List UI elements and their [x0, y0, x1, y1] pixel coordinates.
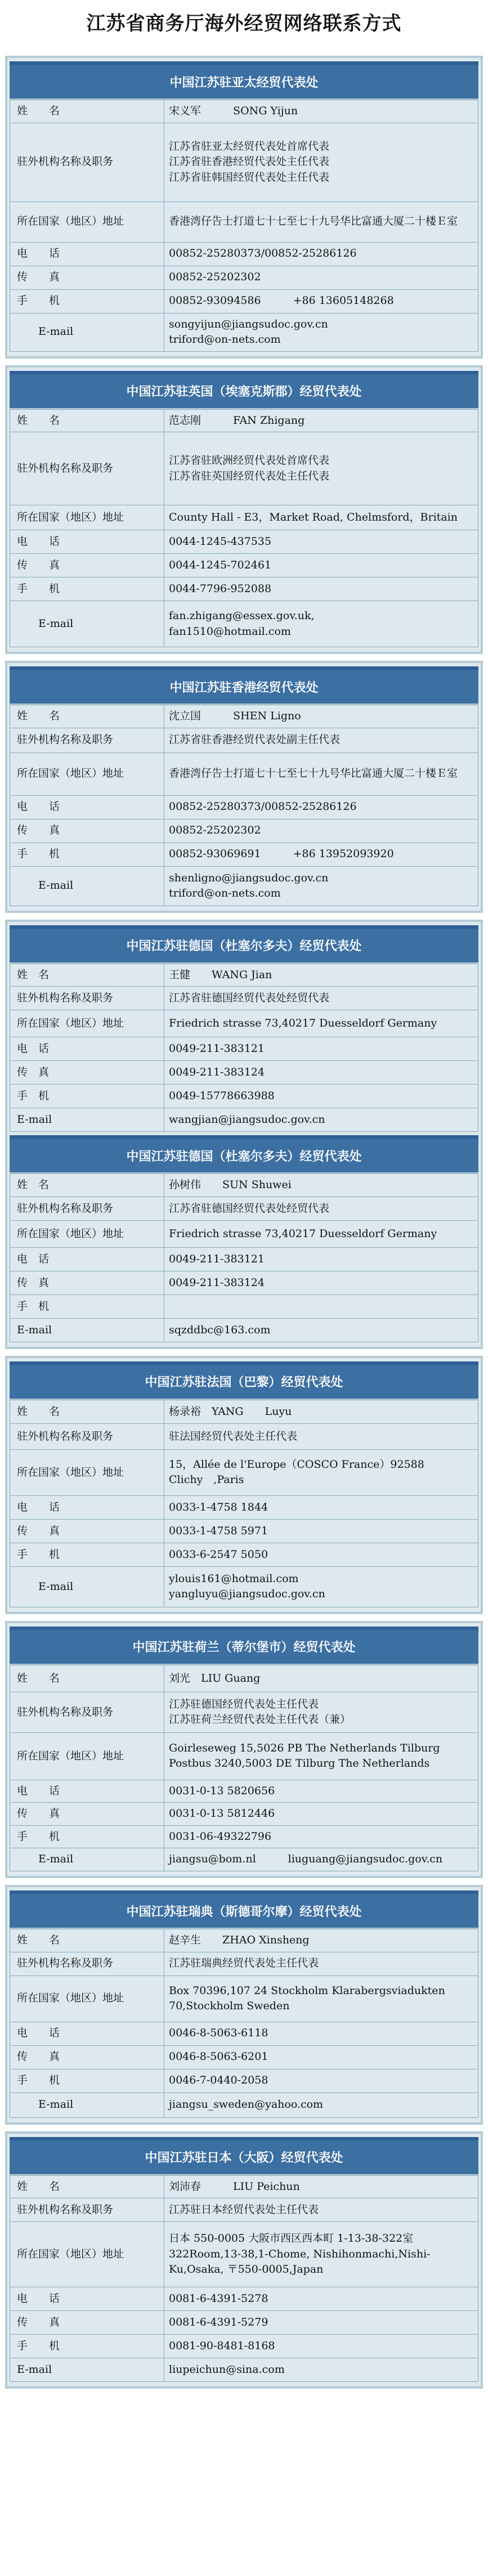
- field-value-line: 江苏省驻英国经贸代表处主任代表: [169, 469, 330, 482]
- field-value: [164, 2287, 478, 2311]
- field-value-line: 0031-0-13 5812446: [169, 1807, 275, 1820]
- contact-row: [10, 289, 478, 313]
- field-label: 姓 名: [10, 1665, 164, 1692]
- field-value-line: sqzddbc@163.com: [169, 1323, 271, 1336]
- field-value: [164, 1197, 478, 1220]
- field-value-line: jiangsu@bom.nl liuguang@jiangsudoc.gov.cn: [169, 1853, 443, 1866]
- field-value-line: 江苏省驻香港经贸代表处主任代表: [169, 155, 330, 168]
- office-block: [5, 1621, 483, 1878]
- field-value-line: 00852-25280373/00852-25286126: [169, 247, 357, 260]
- contact-row: [10, 987, 478, 1010]
- field-value: [164, 843, 478, 866]
- field-value-line: 江苏省驻欧洲经贸代表处首席代表: [169, 454, 330, 467]
- field-value-line: shenligno@jiangsudoc.gov.cn: [169, 871, 329, 884]
- field-value-line: 0033-1-4758 1844: [169, 1500, 268, 1513]
- field-label: 手 机: [10, 1543, 164, 1566]
- field-value-line: 江苏省驻香港经贸代表处副主任代表: [169, 733, 341, 746]
- field-value-line: 江苏驻德国经贸代表处主任代表: [169, 1697, 319, 1710]
- field-value-line: Postbus 3240,5003 DE Tilburg The Netherlands: [169, 1757, 430, 1770]
- field-value: [164, 1566, 478, 1607]
- field-value: [164, 530, 478, 554]
- contact-row: [10, 505, 478, 530]
- office-block: [5, 661, 483, 913]
- field-label: 电 话: [10, 795, 164, 819]
- field-value: [164, 2335, 478, 2358]
- contact-table: [10, 409, 478, 648]
- field-value: [164, 2222, 478, 2287]
- field-label: 所在国家（地区）地址: [10, 1010, 164, 1037]
- field-value: [164, 601, 478, 647]
- contact-row: [10, 1037, 478, 1061]
- field-value-line: 0033-6-2547 5050: [169, 1548, 268, 1561]
- contact-row: [10, 1271, 478, 1294]
- office-title: 中国江苏驻德国（杜塞尔多夫）经贸代表处: [10, 1135, 478, 1173]
- contact-row: [10, 866, 478, 906]
- field-value: [164, 1692, 478, 1732]
- field-value-line: 孙树伟 SUN Shuwei: [169, 1179, 292, 1191]
- field-value-line: Box 70396,107 24 Stockholm Klarabergsviadukten 70,Stockholm Sweden: [169, 1984, 445, 2013]
- contact-row: [10, 795, 478, 819]
- field-value: [164, 2198, 478, 2222]
- office-block: [5, 920, 483, 1349]
- office-title: 中国江苏驻亚太经贸代表处: [10, 61, 478, 100]
- field-label: 电 话: [10, 1780, 164, 1803]
- field-value-line: 江苏省驻德国经贸代表处经贸代表: [169, 992, 330, 1004]
- field-value-line: 0049-211-383121: [169, 1252, 265, 1265]
- contact-row: [10, 1929, 478, 1952]
- field-value-line: 香港湾仔告士打道七十七至七十九号华比富通大厦二十楼Ｅ室: [169, 767, 458, 780]
- field-value: [164, 2175, 478, 2198]
- contact-row: [10, 1495, 478, 1519]
- contact-row: [10, 201, 478, 242]
- field-value-line: 0044-7796-952088: [169, 582, 272, 595]
- field-value: [164, 1037, 478, 1061]
- field-label: 姓 名: [10, 1400, 164, 1423]
- contact-row: [10, 2311, 478, 2335]
- field-label: 姓 名: [10, 409, 164, 432]
- contact-row: [10, 2045, 478, 2069]
- field-value-line: triford@on-nets.com: [169, 887, 281, 900]
- field-value-line: 杨录裕 YANG Luyu: [169, 1405, 292, 1418]
- office-block: [5, 56, 483, 359]
- field-label: 驻外机构名称及职务: [10, 728, 164, 752]
- contact-row: [10, 2358, 478, 2382]
- contact-row: [10, 1519, 478, 1543]
- office-block: [5, 1885, 483, 2125]
- field-value-line: 0046-8-5063-6201: [169, 2050, 268, 2063]
- field-value-line: Friedrich strasse 73,40217 Duesseldorf Germany: [169, 1017, 437, 1029]
- field-value-line: 驻法国经贸代表处主任代表: [169, 1430, 298, 1442]
- contact-row: [10, 1061, 478, 1085]
- contact-row: [10, 1952, 478, 1975]
- field-value-line: 00852-25202302: [169, 824, 261, 837]
- field-value-line: 0044-1245-702461: [169, 558, 272, 571]
- office-block: [5, 2131, 483, 2389]
- field-value-line: 00852-25202302: [169, 271, 261, 284]
- field-value: [164, 201, 478, 242]
- field-label: E-mail: [10, 1318, 164, 1342]
- contact-row: [10, 1780, 478, 1803]
- field-value-line: 0049-211-383121: [169, 1042, 265, 1055]
- field-label: E-mail: [10, 601, 164, 647]
- field-value: [164, 1495, 478, 1519]
- contact-row: [10, 1220, 478, 1247]
- contact-row: [10, 100, 478, 123]
- field-label: 姓 名: [10, 2175, 164, 2198]
- field-label: 电 话: [10, 1495, 164, 1519]
- field-value: [164, 1543, 478, 1566]
- field-value-line: 0046-8-5063-6118: [169, 2027, 268, 2040]
- field-value: [164, 505, 478, 530]
- field-label: 所在国家（地区）地址: [10, 505, 164, 530]
- contact-row: [10, 554, 478, 577]
- contact-row: [10, 2022, 478, 2045]
- field-label: 姓 名: [10, 100, 164, 123]
- field-value: [164, 1271, 478, 1294]
- field-value: [164, 1294, 478, 1318]
- field-value: [164, 1848, 478, 1871]
- field-value: [164, 1975, 478, 2022]
- field-value-line: County Hall - E3，Market Road, Chelmsford，Britain: [169, 510, 458, 523]
- field-value: [164, 100, 478, 123]
- field-value-line: 宋义军 SONG Yijun: [169, 105, 298, 117]
- contact-row: [10, 1665, 478, 1692]
- field-value-line: 0033-1-4758 5971: [169, 1524, 268, 1537]
- contact-row: [10, 1174, 478, 1197]
- contact-row: [10, 123, 478, 201]
- field-label: 姓 名: [10, 1174, 164, 1197]
- contact-row: [10, 2335, 478, 2358]
- field-label: 电 话: [10, 1247, 164, 1271]
- field-value-line: Goirleseweg 15,5026 PB The Netherlands Tilburg: [169, 1741, 440, 1754]
- field-value-line: yangluyu@jiangsudoc.gov.cn: [169, 1588, 325, 1601]
- contact-row: [10, 432, 478, 505]
- contact-table: [10, 2175, 478, 2382]
- field-value-line: 0046-7-0440-2058: [169, 2074, 268, 2087]
- field-label: 姓 名: [10, 1929, 164, 1952]
- contact-row: [10, 1423, 478, 1449]
- field-label: 传 真: [10, 2311, 164, 2335]
- contact-row: [10, 313, 478, 351]
- field-value-line: Friedrich strasse 73,40217 Duesseldorf Germany: [169, 1227, 437, 1240]
- field-label: 手 机: [10, 2069, 164, 2093]
- field-value: [164, 2069, 478, 2093]
- field-value-line: 刘沛春 LIU Peichun: [169, 2180, 300, 2193]
- field-value-line: 00852-93069691 +86 13952093920: [169, 848, 394, 861]
- field-value: [164, 752, 478, 795]
- field-value-line: jiangsu_sweden@yahoo.com: [169, 2098, 324, 2111]
- field-value: [164, 728, 478, 752]
- office-title: 中国江苏驻香港经贸代表处: [10, 666, 478, 705]
- contact-row: [10, 1543, 478, 1566]
- field-label: E-mail: [10, 313, 164, 351]
- office-title: 中国江苏驻德国（杜塞尔多夫）经贸代表处: [10, 925, 478, 964]
- field-label: 所在国家（地区）地址: [10, 201, 164, 242]
- field-value: [164, 1519, 478, 1543]
- field-value: [164, 123, 478, 201]
- field-value: [164, 577, 478, 601]
- office-list: [0, 56, 488, 2389]
- field-label: 所在国家（地区）地址: [10, 752, 164, 795]
- field-value-line: songyijun@jiangsudoc.gov.cn: [169, 317, 328, 330]
- contact-row: [10, 1318, 478, 1342]
- field-value: [164, 1400, 478, 1423]
- field-value: [164, 1085, 478, 1108]
- field-label: 驻外机构名称及职务: [10, 123, 164, 201]
- field-value: [164, 2311, 478, 2335]
- field-value: [164, 795, 478, 819]
- field-label: 驻外机构名称及职务: [10, 987, 164, 1010]
- field-value: [164, 1010, 478, 1037]
- field-value: [164, 1780, 478, 1803]
- field-value-line: 00852-25280373/00852-25286126: [169, 800, 357, 813]
- field-value: [164, 1449, 478, 1495]
- field-value: [164, 2358, 478, 2382]
- office-title: 中国江苏驻日本（大阪）经贸代表处: [10, 2137, 478, 2175]
- field-value-line: 江苏省驻德国经贸代表处经贸代表: [169, 1202, 330, 1215]
- office-title: 中国江苏驻法国（巴黎）经贸代表处: [10, 1361, 478, 1400]
- contact-row: [10, 1197, 478, 1220]
- contact-row: [10, 1010, 478, 1037]
- field-value-line: 0044-1245-437535: [169, 535, 272, 548]
- field-label: E-mail: [10, 1108, 164, 1132]
- contact-row: [10, 1732, 478, 1780]
- contact-row: [10, 530, 478, 554]
- field-value-line: 江苏省驻亚太经贸代表处首席代表: [169, 140, 330, 153]
- field-label: 传 真: [10, 819, 164, 843]
- field-label: 电 话: [10, 2287, 164, 2311]
- field-value: [164, 313, 478, 351]
- field-label: 驻外机构名称及职务: [10, 2198, 164, 2222]
- field-label: 传 真: [10, 1803, 164, 1826]
- contact-table: [10, 1665, 478, 1871]
- contact-row: [10, 752, 478, 795]
- field-value-line: 0031-0-13 5820656: [169, 1784, 275, 1797]
- field-label: 手 机: [10, 2335, 164, 2358]
- contact-row: [10, 964, 478, 987]
- field-value: [164, 1423, 478, 1449]
- field-label: E-mail: [10, 1848, 164, 1871]
- field-value-line: 00852-93094586 +86 13605148268: [169, 294, 394, 307]
- contact-row: [10, 2175, 478, 2198]
- field-label: E-mail: [10, 866, 164, 906]
- page-title: 江苏省商务厅海外经贸网络联系方式: [86, 12, 402, 35]
- contact-row: [10, 242, 478, 266]
- field-value: [164, 964, 478, 987]
- contact-row: [10, 2069, 478, 2093]
- field-value: [164, 1061, 478, 1085]
- field-value-line: 0049-211-383124: [169, 1276, 265, 1289]
- field-label: 传 真: [10, 266, 164, 289]
- field-label: 电 话: [10, 2022, 164, 2045]
- contact-row: [10, 1692, 478, 1732]
- field-value: [164, 409, 478, 432]
- field-value: [164, 2022, 478, 2045]
- field-label: 驻外机构名称及职务: [10, 1197, 164, 1220]
- field-value: [164, 2093, 478, 2117]
- field-label: 驻外机构名称及职务: [10, 1692, 164, 1732]
- field-value-line: 15，Allée de l'Europe（COSCO France）92588 Clichy ,Paris: [169, 1458, 424, 1486]
- field-value: [164, 2045, 478, 2069]
- field-label: 传 真: [10, 1519, 164, 1543]
- contact-table: [10, 1173, 478, 1342]
- field-label: 所在国家（地区）地址: [10, 1975, 164, 2022]
- field-label: 电 话: [10, 1037, 164, 1061]
- field-value-line: 江苏驻荷兰经贸代表处主任代表（兼）: [169, 1713, 351, 1726]
- field-value: [164, 1929, 478, 1952]
- field-label: E-mail: [10, 1566, 164, 1607]
- field-value-line: 范志刚 FAN Zhigang: [169, 414, 305, 427]
- field-value: [164, 1174, 478, 1197]
- field-value: [164, 1732, 478, 1780]
- field-value: [164, 1803, 478, 1826]
- field-label: E-mail: [10, 2093, 164, 2117]
- field-value-line: 王健 WANG Jian: [169, 968, 272, 981]
- field-label: 手 机: [10, 1294, 164, 1318]
- field-value-line: liupeichun@sina.com: [169, 2363, 285, 2376]
- field-value-line: 0031-06-49322796: [169, 1830, 272, 1843]
- field-value-line: 0081-90-8481-8168: [169, 2339, 275, 2352]
- field-value: [164, 987, 478, 1010]
- contact-row: [10, 1108, 478, 1132]
- field-label: 传 真: [10, 2045, 164, 2069]
- contact-row: [10, 728, 478, 752]
- field-value: [164, 1665, 478, 1692]
- contact-row: [10, 1294, 478, 1318]
- field-value: [164, 1247, 478, 1271]
- contact-row: [10, 577, 478, 601]
- contact-row: [10, 1400, 478, 1423]
- field-label: 手 机: [10, 289, 164, 313]
- field-value: [164, 432, 478, 505]
- contact-row: [10, 1085, 478, 1108]
- field-label: 姓 名: [10, 964, 164, 987]
- field-label: 驻外机构名称及职务: [10, 432, 164, 505]
- contact-row: [10, 1247, 478, 1271]
- field-value-line: 江苏省驻韩国经贸代表处主任代表: [169, 171, 330, 183]
- field-label: 传 真: [10, 1061, 164, 1085]
- field-value-line: fan.zhigang@essex.gov.uk,: [169, 610, 315, 622]
- field-label: 所在国家（地区）地址: [10, 2222, 164, 2287]
- field-label: 手 机: [10, 1085, 164, 1108]
- field-label: 手 机: [10, 843, 164, 866]
- field-label: 传 真: [10, 1271, 164, 1294]
- field-value: [164, 1318, 478, 1342]
- contact-table: [10, 964, 478, 1132]
- contact-row: [10, 1848, 478, 1871]
- contact-row: [10, 1803, 478, 1826]
- field-value: [164, 1825, 478, 1848]
- field-label: 驻外机构名称及职务: [10, 1952, 164, 1975]
- contact-row: [10, 1825, 478, 1848]
- field-value-line: triford@on-nets.com: [169, 333, 281, 346]
- field-label: 手 机: [10, 577, 164, 601]
- field-value: [164, 266, 478, 289]
- contact-row: [10, 266, 478, 289]
- office-title: 中国江苏驻荷兰（蒂尔堡市）经贸代表处: [10, 1627, 478, 1665]
- contact-row: [10, 705, 478, 728]
- office-title: 中国江苏驻英国（埃塞克斯郡）经贸代表处: [10, 371, 478, 409]
- field-value-line: 香港湾仔告士打道七十七至七十九号华比富通大厦二十楼Ｅ室: [169, 215, 458, 228]
- contact-row: [10, 2222, 478, 2287]
- field-value-line: 0081-6-4391-5279: [169, 2315, 268, 2328]
- field-value: [164, 289, 478, 313]
- field-value-line: 日本 550-0005 大阪市西区西本町 1-13-38-322室 322Room,13-38,1-Chome, Nishihonmachi,Nishi-Ku,Osaka, 〒550-0005,Japan: [169, 2232, 431, 2276]
- field-label: E-mail: [10, 2358, 164, 2382]
- field-value: [164, 705, 478, 728]
- field-label: 电 话: [10, 530, 164, 554]
- contact-row: [10, 819, 478, 843]
- field-label: 姓 名: [10, 705, 164, 728]
- field-value-line: ylouis161@hotmail.com: [169, 1572, 299, 1585]
- field-label: 手 机: [10, 1825, 164, 1848]
- field-label: 所在国家（地区）地址: [10, 1732, 164, 1780]
- field-value-line: wangjian@jiangsudoc.gov.cn: [169, 1113, 325, 1126]
- field-value: [164, 242, 478, 266]
- contact-row: [10, 2287, 478, 2311]
- office-title: 中国江苏驻瑞典（斯德哥尔摩）经贸代表处: [10, 1890, 478, 1929]
- field-value: [164, 1108, 478, 1132]
- contact-row: [10, 409, 478, 432]
- contact-row: [10, 1566, 478, 1607]
- contact-table: [10, 1400, 478, 1607]
- contact-row: [10, 1975, 478, 2022]
- field-label: 所在国家（地区）地址: [10, 1220, 164, 1247]
- field-value-line: 刘光 LIU Guang: [169, 1672, 261, 1685]
- field-label: 传 真: [10, 554, 164, 577]
- contact-row: [10, 2198, 478, 2222]
- field-label: 驻外机构名称及职务: [10, 1423, 164, 1449]
- field-label: 电 话: [10, 242, 164, 266]
- field-value-line: 0081-6-4391-5278: [169, 2292, 268, 2305]
- field-value: [164, 866, 478, 906]
- contact-row: [10, 2093, 478, 2117]
- contact-table: [10, 100, 478, 352]
- field-label: 所在国家（地区）地址: [10, 1449, 164, 1495]
- contact-row: [10, 843, 478, 866]
- office-block: [5, 365, 483, 655]
- contact-table: [10, 705, 478, 906]
- field-value-line: 0049-15778663988: [169, 1090, 275, 1102]
- field-value-line: 沈立国 SHEN Ligno: [169, 710, 301, 723]
- field-value-line: 赵辛生 ZHAO Xinsheng: [169, 1934, 310, 1947]
- contact-row: [10, 601, 478, 647]
- field-value-line: 江苏驻瑞典经贸代表处主任代表: [169, 1957, 319, 1970]
- field-value-line: 江苏驻日本经贸代表处主任代表: [169, 2203, 319, 2216]
- field-value-line: 0049-211-383124: [169, 1066, 265, 1078]
- field-value: [164, 1220, 478, 1247]
- contact-row: [10, 1449, 478, 1495]
- field-value: [164, 819, 478, 843]
- field-value: [164, 554, 478, 577]
- field-value-line: fan1510@hotmail.com: [169, 625, 291, 638]
- field-value: [164, 1952, 478, 1975]
- contact-table: [10, 1929, 478, 2118]
- office-block: [5, 1356, 483, 1614]
